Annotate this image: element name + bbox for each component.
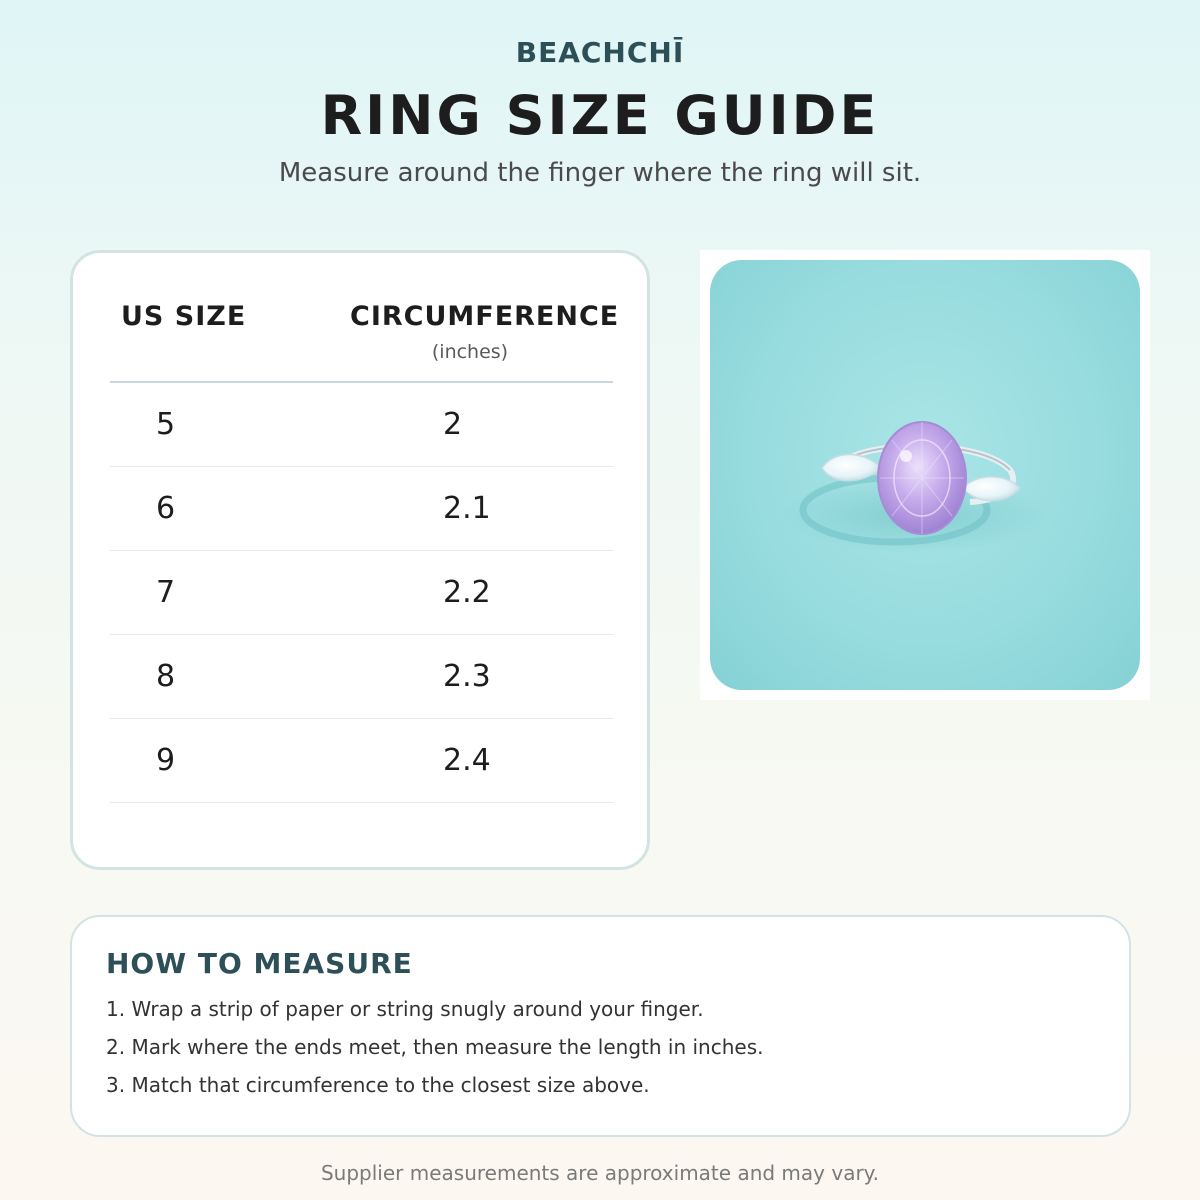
page-title: RING SIZE GUIDE <box>320 84 880 147</box>
table-row <box>110 719 613 803</box>
how-to-measure-heading: HOW TO MEASURE <box>106 947 413 980</box>
page-subtitle: Measure around the finger where the ring will sit. <box>278 158 922 188</box>
circumference-cell: 2.4 <box>443 743 491 778</box>
list-item: 3. Match that circumference to the closest size above. <box>106 1073 650 1097</box>
table-row <box>110 467 613 551</box>
circumference-cell: 2.2 <box>443 575 491 610</box>
disclaimer-footnote: Supplier measurements are approximate and may vary. <box>320 1161 880 1185</box>
table-row <box>110 551 613 635</box>
column-header-us-size: US SIZE <box>121 301 247 332</box>
size-cell: 7 <box>156 575 176 610</box>
circumference-unit-label: (inches) <box>431 341 509 363</box>
table-row <box>110 383 613 467</box>
size-cell: 6 <box>156 491 176 526</box>
list-item: 1. Wrap a strip of paper or string snugly around your finger. <box>106 997 704 1021</box>
circumference-cell: 2.3 <box>443 659 491 694</box>
how-to-measure-card <box>70 915 1131 1137</box>
size-cell: 9 <box>156 743 176 778</box>
column-header-circumference: CIRCUMFERENCE <box>350 301 620 332</box>
list-item: 2. Mark where the ends meet, then measure the length in inches. <box>106 1035 764 1059</box>
size-cell: 5 <box>156 407 176 442</box>
circumference-cell: 2 <box>443 407 463 442</box>
ring-illustration <box>710 260 1140 690</box>
brand-logo: BEACHCHĪ <box>515 36 685 69</box>
table-row <box>110 635 613 719</box>
circumference-cell: 2.1 <box>443 491 491 526</box>
size-table-body <box>110 383 613 803</box>
size-chart-card <box>70 250 650 870</box>
size-cell: 8 <box>156 659 176 694</box>
ring-photo <box>710 260 1140 690</box>
measure-steps-list <box>106 997 763 1111</box>
product-photo-frame <box>700 250 1150 700</box>
